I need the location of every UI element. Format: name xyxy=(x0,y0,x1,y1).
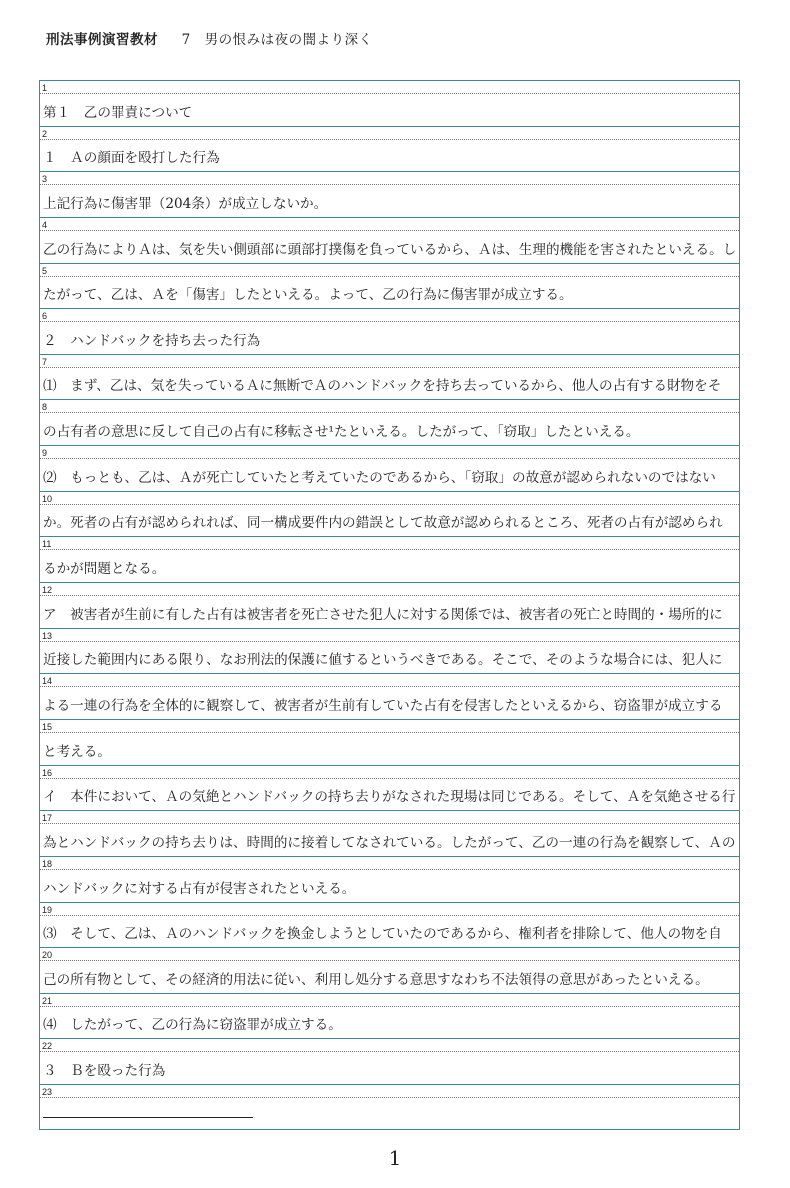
answer-sheet xyxy=(39,80,740,1130)
line-text: 近接した範囲内にある限り、なお刑法的保護に値するというべきである。そこで、そのような場合には、犯人に xyxy=(43,652,723,669)
line-number: 7 xyxy=(42,356,48,367)
line-text: １ Ａの顔面を殴打した行為 xyxy=(43,150,220,167)
line-number: 21 xyxy=(42,995,53,1006)
sheet-line xyxy=(40,674,739,720)
sheet-line xyxy=(40,1085,739,1131)
sheet-line xyxy=(40,264,739,310)
sheet-line xyxy=(40,766,739,812)
sheet-line xyxy=(40,857,739,903)
line-number: 2 xyxy=(42,128,48,139)
line-text: ⑵ もっとも、乙は、Ａが死亡していたと考えていたのであるから、「窃取」の故意が認められないのではない xyxy=(43,469,716,486)
sheet-line xyxy=(40,127,739,173)
line-text: よる一連の行為を全体的に観察して、被害者が生前有していた占有を侵害したといえるから、窃盗罪が成立する xyxy=(43,697,723,714)
line-number: 1 xyxy=(42,83,48,93)
sheet-line xyxy=(40,720,739,766)
sheet-line xyxy=(40,218,739,264)
line-text: ２ ハンドバックを持ち去った行為 xyxy=(43,332,261,349)
page-header xyxy=(46,28,746,48)
line-number: 15 xyxy=(42,721,53,732)
sheet-line xyxy=(40,629,739,675)
sheet-line xyxy=(40,172,739,218)
sheet-line xyxy=(40,583,739,629)
line-number: 19 xyxy=(42,904,53,915)
sheet-line xyxy=(40,537,739,583)
line-text: イ 本件において、Ａの気絶とハンドバックの持ち去りがなされた現場は同じである。そして、Ａを気絶させる行 xyxy=(43,789,736,806)
line-text: たがって、乙は、Ａを「傷害」したといえる。よって、乙の行為に傷害罪が成立する。 xyxy=(43,287,573,304)
line-number: 17 xyxy=(42,813,53,824)
footnote-separator xyxy=(43,1117,253,1118)
line-text: ⑷ したがって、乙の行為に窃盗罪が成立する。 xyxy=(43,1017,342,1034)
sheet-line xyxy=(40,903,739,949)
sheet-line xyxy=(40,492,739,538)
line-text: 乙の行為によりＡは、気を失い側頭部に頭部打撲傷を負っているから、Ａは、生理的機能を害されたといえる。し xyxy=(43,241,737,258)
line-number: 18 xyxy=(42,858,53,869)
page-number: 1 xyxy=(388,1146,402,1170)
line-text: ⑴ まず、乙は、気を失っているＡに無断でＡのハンドバックを持ち去っているから、他人の占有する財物をそ xyxy=(43,378,722,395)
line-number: 5 xyxy=(42,265,48,276)
line-number: 8 xyxy=(42,402,48,413)
line-text: と考える。 xyxy=(43,743,111,760)
sheet-line xyxy=(40,811,739,857)
line-text: 上記行為に傷害罪（204条）が成立しないか。 xyxy=(43,195,328,212)
line-text: か。死者の占有が認められれば、同一構成要件内の錯誤として故意が認められるところ、死者の占有が認められ xyxy=(43,515,723,532)
line-number: 23 xyxy=(42,1087,53,1098)
line-text: ハンドバックに対する占有が侵害されたといえる。 xyxy=(43,880,356,897)
line-number: 14 xyxy=(42,676,53,687)
line-number: 11 xyxy=(42,539,52,550)
line-text: 第１ 乙の罪責について xyxy=(43,104,193,121)
line-text: の占有者の意思に反して自己の占有に移転させ¹たといえる。したがって、「窃取」したといえる。 xyxy=(43,424,640,441)
sheet-line xyxy=(40,81,739,127)
sheet-line xyxy=(40,1039,739,1085)
sheet-line xyxy=(40,948,739,994)
line-text: 己の所有物として、その経済的用法に従い、利用し処分する意思すなわち不法領得の意思があったといえる。 xyxy=(43,971,709,988)
sheet-line xyxy=(40,355,739,401)
sheet-line xyxy=(40,309,739,355)
line-number: 22 xyxy=(42,1041,53,1052)
line-number: 4 xyxy=(42,219,48,230)
line-number: 12 xyxy=(42,585,53,596)
line-text: るかが問題となる。 xyxy=(43,561,166,578)
line-text: ⑶ そして、乙は、Ａのハンドバックを換金しようとしていたのであるから、権利者を排除して、他人の物を自 xyxy=(43,926,722,943)
line-text: 為とハンドバックの持ち去りは、時間的に接着してなされている。したがって、乙の一連の行為を観察して、Ａの xyxy=(43,834,736,851)
line-number: 20 xyxy=(42,950,53,961)
line-number: 6 xyxy=(42,311,48,322)
course-title: 刑法事例演習教材 xyxy=(46,32,158,48)
sheet-line xyxy=(40,994,739,1040)
line-number: 10 xyxy=(42,493,53,504)
line-number: 9 xyxy=(42,448,48,459)
line-number: 3 xyxy=(42,174,48,185)
line-number: 13 xyxy=(42,630,53,641)
chapter-title: 7 男の恨みは夜の闇より深く xyxy=(181,32,373,48)
line-text: ア 被害者が生前に有した占有は被害者を死亡させた犯人に対する関係では、被害者の死亡と時間的・場所的に xyxy=(43,606,723,623)
line-number: 16 xyxy=(42,767,53,778)
sheet-line xyxy=(40,446,739,492)
line-text: ３ Ｂを殴った行為 xyxy=(43,1063,166,1080)
sheet-line xyxy=(40,400,739,446)
